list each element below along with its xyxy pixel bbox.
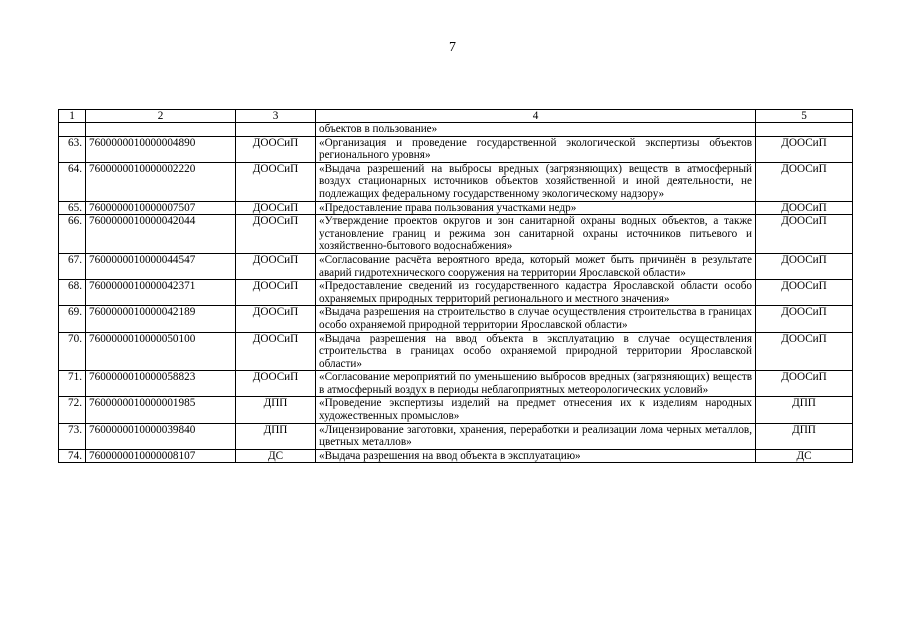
table-row [59,280,853,306]
services-table [58,109,853,463]
header-col-5: 5 [756,110,853,123]
table-row [59,253,853,279]
service-name: «Проведение экспертизы изделий на предмет отнесения их к изделиям народных художественных промыслов» [316,397,756,423]
header-col-4: 4 [316,110,756,123]
service-code: 7600000010000042044 [86,215,236,254]
responsible-org: ДООСиП [236,201,316,215]
row-number: 68. [59,280,86,306]
service-code: 7600000010000007507 [86,201,236,215]
row-number: 74. [59,449,86,463]
executing-org: ДООСиП [756,332,853,371]
row-number: 65. [59,201,86,215]
service-name: «Организация и проведение государственной экологической экспертизы объектов регионального уровня» [316,136,756,162]
row-number: 69. [59,306,86,332]
table-row [59,215,853,254]
executing-org: ДПП [756,423,853,449]
header-col-3: 3 [236,110,316,123]
responsible-org: ДООСиП [236,332,316,371]
service-name: «Выдача разрешения на ввод объекта в эксплуатацию» [316,449,756,463]
executing-org: ДООСиП [756,253,853,279]
table-row [59,423,853,449]
table-row [59,371,853,397]
responsible-org: ДС [236,449,316,463]
executing-org: ДООСиП [756,280,853,306]
row-number: 73. [59,423,86,449]
page-number: 7 [449,40,456,55]
service-code: 7600000010000002220 [86,162,236,201]
responsible-org: ДООСиП [236,162,316,201]
executing-org: ДООСиП [756,306,853,332]
table-row [59,162,853,201]
service-name: «Утверждение проектов округов и зон санитарной охраны водных объектов, а также установление границ и режима зон санитарной охраны источников питьевого и хозяйственно-бытового водоснабжения» [316,215,756,254]
service-code: 7600000010000042189 [86,306,236,332]
service-code: 7600000010000001985 [86,397,236,423]
row-number: 70. [59,332,86,371]
row-number: 66. [59,215,86,254]
responsible-org: ДПП [236,397,316,423]
service-name: «Выдача разрешения на ввод объекта в эксплуатацию в случае осуществления строительства в границах особо охраняемой природной территории Ярославской области» [316,332,756,371]
header-col-2: 2 [86,110,236,123]
executing-org: ДПП [756,397,853,423]
service-name: «Выдача разрешения на строительство в случае осуществления строительства в границах особо охраняемой природной территории Ярославской области» [316,306,756,332]
responsible-org: ДООСиП [236,136,316,162]
service-code: 7600000010000058823 [86,371,236,397]
executing-org: ДООСиП [756,371,853,397]
service-name: «Лицензирование заготовки, хранения, переработки и реализации лома черных металлов, цветных металлов» [316,423,756,449]
service-code: 7600000010000042371 [86,280,236,306]
service-code: 7600000010000044547 [86,253,236,279]
responsible-org: ДООСиП [236,253,316,279]
executing-org: ДООСиП [756,162,853,201]
executing-org: ДООСиП [756,215,853,254]
row-number: 72. [59,397,86,423]
service-code: 7600000010000008107 [86,449,236,463]
row-number: 67. [59,253,86,279]
table-row [59,397,853,423]
service-name: «Согласование мероприятий по уменьшению выбросов вредных (загрязняющих) веществ в атмосферный воздух в периоды неблагоприятных метеорологических условий» [316,371,756,397]
service-code: 7600000010000039840 [86,423,236,449]
responsible-org: ДООСиП [236,371,316,397]
executing-org: ДС [756,449,853,463]
table-row [59,332,853,371]
responsible-org: ДООСиП [236,306,316,332]
responsible-org: ДООСиП [236,215,316,254]
service-name: «Предоставление сведений из государственного кадастра Ярославской области особо охраняемых природных территорий регионального и местного значения» [316,280,756,306]
continuation-text: объектов в пользование» [316,123,756,137]
service-code: 7600000010000004890 [86,136,236,162]
continuation-row [59,123,853,137]
responsible-org: ДООСиП [236,280,316,306]
table-row [59,449,853,463]
table-row [59,201,853,215]
responsible-org: ДПП [236,423,316,449]
row-number: 71. [59,371,86,397]
executing-org: ДООСиП [756,136,853,162]
service-name: «Предоставление права пользования участками недр» [316,201,756,215]
table-row [59,136,853,162]
table-header-row [59,110,853,123]
table-row [59,306,853,332]
row-number: 63. [59,136,86,162]
service-name: «Выдача разрешений на выбросы вредных (загрязняющих) веществ в атмосферный воздух стационарных источников объектов хозяйственной и иной деятельности, не подлежащих федеральному государственному экологическому надзору» [316,162,756,201]
header-col-1: 1 [59,110,86,123]
service-code: 7600000010000050100 [86,332,236,371]
row-number: 64. [59,162,86,201]
executing-org: ДООСиП [756,201,853,215]
service-name: «Согласование расчёта вероятного вреда, который может быть причинён в результате аварий гидротехнического сооружения на территории Ярославской области» [316,253,756,279]
